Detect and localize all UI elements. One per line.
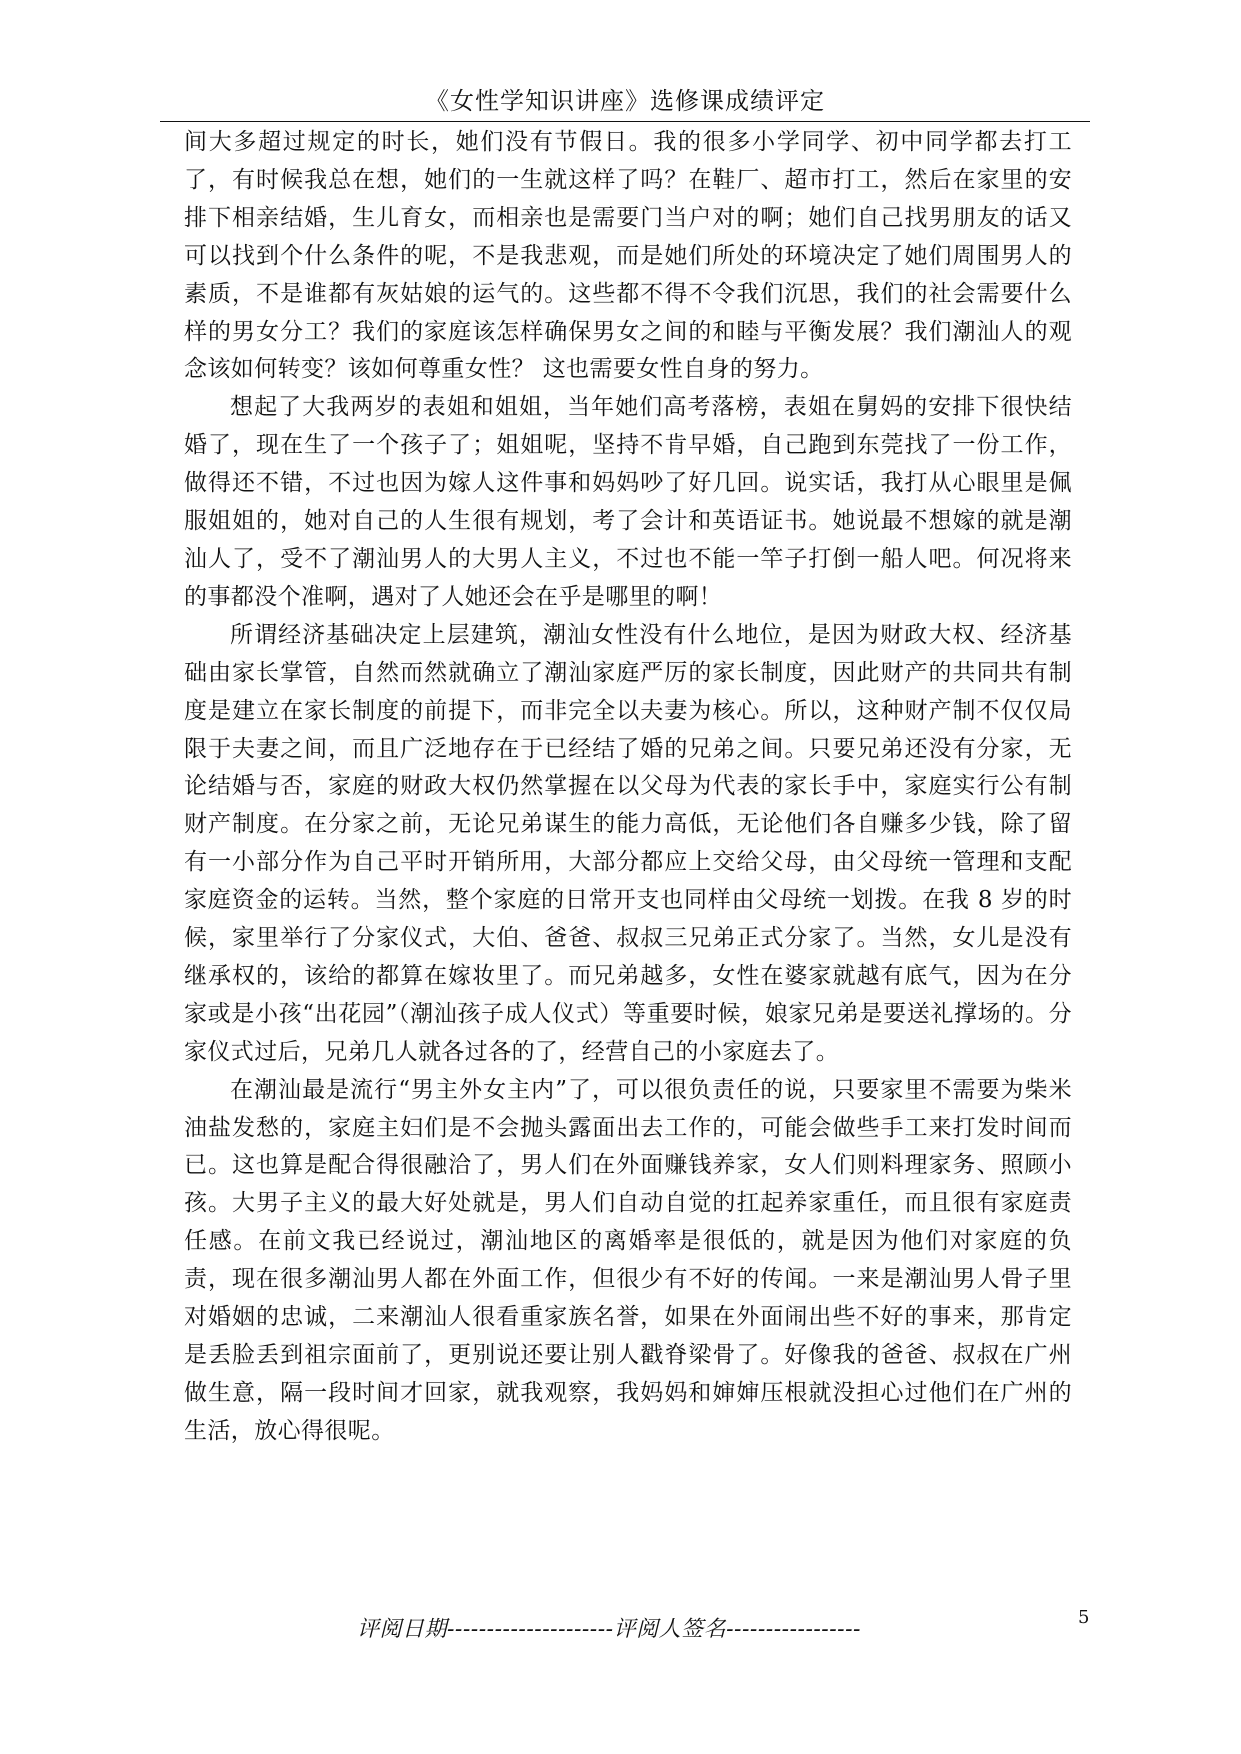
paragraph: 想起了大我两岁的表姐和姐姐，当年她们高考落榜，表姐在舅妈的安排下很快结婚了，现在生了一个孩子了；姐姐呢，坚持不肯早婚，自己跑到东莞找了一份工作，做得还不错，不过也因为嫁人这件事和妈妈吵了好几回。说实话，我打从心眼里是佩服姐姐的，她对自己的人生很有规划，考了会计和英语证书。她说最不想嫁的就是潮汕人了，受不了潮汕男人的大男人主义，不过也不能一竿子打倒一船人吧。何况将来的事都没个准啊，遇对了人她还会在乎是哪里的啊！ — [184, 394, 1072, 610]
review-signature-line: 评阅日期---------------------评阅人签名----------------- — [357, 1617, 861, 1642]
paragraph: 在潮汕最是流行“男主外女主内”了，可以很负责任的说，只要家里不需要为柴米油盐发愁的，家庭主妇们是不会抛头露面出去工作的，可能会做些手工来打发时间而已。这也算是配合得很融洽了，男人们在外面赚钱养家，女人们则料理家务、照顾小孩。大男子主义的最大好处就是，男人们自动自觉的扛起养家重任，而且很有家庭责任感。在前文我已经说过，潮汕地区的离婚率是很低的，就是因为他们对家庭的负责，现在很多潮汕男人都在外面工作，但很少有不好的传闻。一来是潮汕男人骨子里对婚姻的忠诚，二来潮汕人很看重家族名誉，如果在外面闹出些不好的事来，那肯定是丢脸丢到祖宗面前了，更别说还要让别人戳脊梁骨了。好像我的爸爸、叔叔在广州做生意，隔一段时间才回家，就我观察，我妈妈和婶婶压根就没担心过他们在广州的生活，放心得很呢。 — [184, 1076, 1072, 1444]
document-body — [184, 124, 1072, 1451]
paragraph: 所谓经济基础决定上层建筑，潮汕女性没有什么地位，是因为财政大权、经济基础由家长掌管，自然而然就确立了潮汕家庭严厉的家长制度，因此财产的共同共有制度是建立在家长制度的前提下，而非完全以夫妻为核心。所以，这种财产制不仅仅局限于夫妻之间，而且广泛地存在于已经结了婚的兄弟之间。只要兄弟还没有分家，无论结婚与否，家庭的财政大权仍然掌握在以父母为代表的家长手中，家庭实行公有制财产制度。在分家之前，无论兄弟谋生的能力高低，无论他们各自赚多少钱，除了留有一小部分作为自己平时开销所用，大部分都应上交给父母，由父母统一管理和支配家庭资金的运转。当然，整个家庭的日常开支也同样由父母统一划拨。在我 8 岁的时候，家里举行了分家仪式，大伯、爸爸、叔叔三兄弟正式分家了。当然，女儿是没有继承权的，该给的都算在嫁妆里了。而兄弟越多，女性在婆家就越有底气，因为在分家或是小孩“出花园”（潮汕孩子成人仪式）等重要时候，娘家兄弟是要送礼撑场的。分家仪式过后，兄弟几人就各过各的了，经营自己的小家庭去了。 — [184, 621, 1072, 1065]
header-divider — [160, 121, 1090, 122]
page-header-title: 《女性学知识讲座》选修课成绩评定 — [425, 87, 825, 115]
page-number: 5 — [1078, 1607, 1090, 1628]
paragraph-continued: 间大多超过规定的时长，她们没有节假日。我的很多小学同学、初中同学都去打工了，有时候我总在想，她们的一生就这样了吗？在鞋厂、超市打工，然后在家里的安排下相亲结婚，生儿育女，而相亲也是需要门当户对的啊；她们自己找男朋友的话又可以找到个什么条件的呢，不是我悲观，而是她们所处的环境决定了她们周围男人的素质，不是谁都有灰姑娘的运气的。这些都不得不令我们沉思，我们的社会需要什么样的男女分工？我们的家庭该怎样确保男女之间的和睦与平衡发展？我们潮汕人的观念该如何转变？该如何尊重女性？ 这也需要女性自身的努力。 — [184, 129, 1072, 383]
